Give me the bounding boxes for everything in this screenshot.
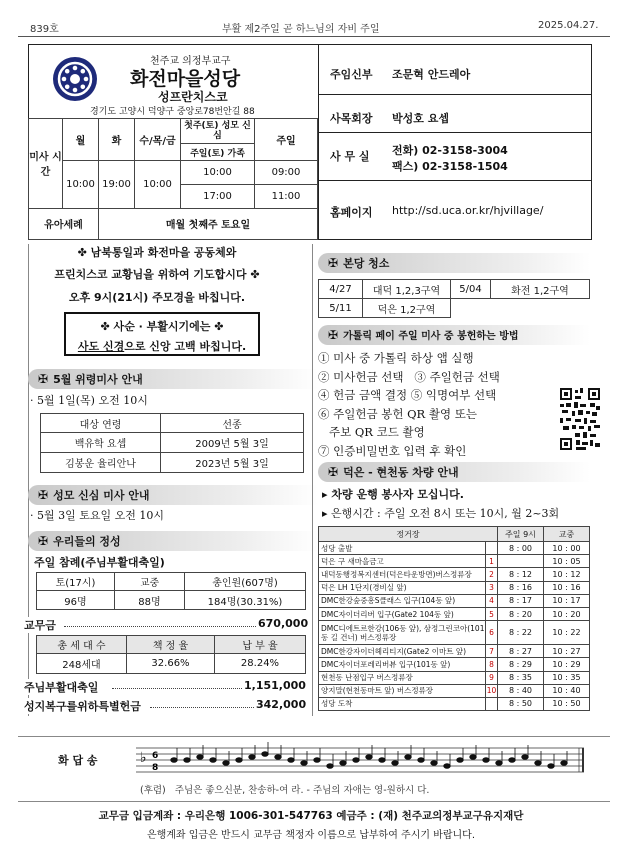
wed-fri-time: 10:00 (135, 160, 181, 208)
marian-title: 성모 신심 미사 안내 (53, 489, 150, 502)
music-note (431, 761, 437, 766)
office-label: 사 무 실 (330, 150, 370, 163)
shuttle-heading (318, 462, 590, 482)
notice-line-1: ✤ 남북통일과 화전마을 공동체와 (77, 246, 237, 259)
music-note (483, 758, 489, 763)
svg-text:6: 6 (152, 751, 159, 761)
easter-amount: 1,151,000 (244, 679, 306, 692)
shuttle-stop-number: 9 (486, 671, 498, 684)
shuttle-time-9: 8 : 12 (498, 568, 544, 581)
att-sat: 96명 (37, 591, 115, 610)
shuttle-row (319, 658, 590, 671)
music-note (340, 761, 346, 766)
shuttle-volunteer: ▸ 차량 운행 봉사자 모십니다. (322, 488, 464, 501)
left-rule (28, 244, 29, 716)
cross-icon: ✠ (38, 488, 49, 502)
pastor-label: 주임신부 (330, 68, 373, 81)
shuttle-stop-number: 5 (486, 607, 498, 620)
parish-address: 경기도 고양시 덕양구 중앙로78번안길 88 (90, 107, 255, 117)
shuttle-table (318, 526, 590, 711)
music-note (418, 758, 424, 763)
stat-col-rate: 책 정 율 (127, 636, 215, 654)
creed-notice-text: 으로 신앙 고백 바칩니다. (124, 340, 247, 353)
stat-col-paid: 납 부 율 (215, 636, 306, 654)
may-row-2-date: 2023년 5월 3일 (161, 453, 304, 473)
clean-date-1: 4/27 (319, 280, 363, 299)
hymn-divider (18, 736, 610, 737)
creed-notice-line-2 (66, 338, 258, 354)
may-row-2-name: 김봉운 율리안나 (41, 453, 161, 473)
may-col-age: 대상 연령 (41, 414, 161, 433)
music-note (535, 761, 541, 766)
pay-title: 가톨릭 페이 주일 미사 중 봉헌하는 방법 (343, 331, 519, 342)
leader-dots (64, 626, 256, 627)
shuttle-stop: DMC자이더리버 입구(Gate2 104동 앞) (319, 607, 486, 620)
shuttle-title: 덕은 - 현천동 차량 안내 (343, 466, 459, 479)
infant-baptism-label: 유아세례 (29, 208, 99, 239)
att-col-main: 교중 (115, 573, 185, 591)
pay-step-1: ① 미사 중 가톨릭 하상 앱 실행 (318, 351, 474, 365)
attendance-title: 주일 참례(주님부활대축일) (34, 556, 165, 569)
music-note (197, 755, 203, 760)
sat-time-2: 17:00 (181, 184, 255, 208)
shuttle-col-9: 주일 9시 (498, 527, 544, 542)
svg-text:8: 8 (152, 763, 159, 773)
may-row-1-name: 백유학 요셉 (41, 433, 161, 453)
shuttle-time-9: 8 : 20 (498, 607, 544, 620)
qr-code-icon[interactable] (560, 388, 600, 450)
music-note (509, 758, 515, 763)
music-note (236, 758, 242, 763)
shuttle-time-9: 8 : 29 (498, 658, 544, 671)
shuttle-time-main: 10 : 35 (544, 671, 590, 684)
music-note (496, 761, 502, 766)
shuttle-time-main: 10 : 00 (544, 542, 590, 555)
shuttle-time-9 (498, 555, 544, 568)
cross-icon: ✠ (38, 534, 49, 548)
att-col-total: 총인원(607명) (185, 573, 306, 591)
shuttle-time-main: 10 : 40 (544, 684, 590, 697)
marian-when: · 5월 3일 토요일 오전 10시 (30, 509, 164, 522)
may-mass-heading (28, 369, 318, 389)
apostles-creed: 사도 신경 (77, 340, 125, 353)
cross-icon: ✠ (38, 372, 49, 386)
shuttle-row (319, 607, 590, 620)
shuttle-time-main: 10 : 27 (544, 645, 590, 658)
shuttle-row (319, 645, 590, 658)
council-label: 사목회장 (330, 112, 373, 125)
may-mass-when: · 5월 1일(목) 오전 10시 (30, 394, 148, 407)
sunday-eve: 주일(토) 가족 (181, 144, 255, 161)
fund-stats-table (36, 635, 306, 674)
shuttle-time-main: 10 : 12 (544, 568, 590, 581)
music-note (184, 758, 190, 763)
sat-time-1: 10:00 (181, 160, 255, 184)
music-staff (136, 738, 584, 782)
clean-area-2: 화전 1,2구역 (491, 280, 590, 299)
pay-step-2: ② 미사헌금 선택 ③ 주일헌금 선택 (318, 369, 500, 384)
shuttle-time-main: 10 : 17 (544, 594, 590, 607)
parish-name: 화전마을성당 (130, 68, 241, 90)
shuttle-time-main: 10 : 50 (544, 697, 590, 710)
leader-dots (150, 707, 254, 708)
homepage-link[interactable]: http://sd.uca.or.kr/hjvillage/ (392, 204, 544, 217)
music-note (327, 764, 333, 769)
mass-fund: 670,000 (258, 617, 309, 630)
pastor-name: 조문혁 안드레아 (392, 68, 471, 81)
music-note (210, 758, 216, 763)
shuttle-row (319, 697, 590, 710)
shuttle-stop: DMC디에트르한강(106동 앞), 삼정그린코아(101동 길 건너) 버스정류장 (319, 621, 486, 645)
shuttle-hours: ▸ 은행시간 : 주일 오전 8시 또는 10시, 월 2~3회 (322, 507, 560, 520)
cross-icon: ✠ (328, 328, 339, 342)
stat-paid: 28.24% (215, 654, 306, 674)
shuttle-stop-number: 8 (486, 658, 498, 671)
shuttle-time-9: 8 : 35 (498, 671, 544, 684)
shuttle-hours-text: 은행시간 : 주일 오전 8시 또는 10시, 월 2~3회 (331, 507, 560, 520)
creed-notice-line-1: ✤ 사순 · 부활시기에는 ✤ (100, 320, 224, 333)
clean-area-3: 덕은 1,2구역 (363, 299, 451, 318)
shuttle-stop: 내덕동행정복지센터(덕은타운방면)버스정류장 (319, 568, 486, 581)
shuttle-row (319, 568, 590, 581)
shuttle-col-main: 교중 (544, 527, 590, 542)
shuttle-stop-number: 7 (486, 645, 498, 658)
shuttle-row (319, 542, 590, 555)
music-note (470, 755, 476, 760)
pay-step-4: ⑥ 주일헌금 봉헌 QR 촬영 또는 (318, 406, 477, 421)
leader-dots (112, 688, 242, 689)
shuttle-time-9: 8 : 22 (498, 621, 544, 645)
clean-date-2: 5/04 (451, 280, 491, 299)
music-note (171, 758, 177, 763)
pay-step-3: ④ 헌금 금액 결정 ⑤ 익명여부 선택 (318, 388, 497, 402)
column-divider (312, 244, 313, 716)
hymn-label: 화 답 송 (58, 754, 98, 767)
pay-step-6: ⑦ 인증비밀번호 입력 후 확인 (318, 443, 467, 458)
shuttle-stop-number: 4 (486, 594, 498, 607)
music-note (405, 755, 411, 760)
footer-divider (18, 801, 610, 802)
row-divider (318, 132, 592, 133)
stat-households: 248세대 (37, 654, 127, 674)
issue-number: 839호 (30, 24, 59, 35)
mass-time-label: 미사 시간 (29, 119, 63, 209)
day-wed-fri: 수/목/금 (135, 119, 181, 161)
shuttle-time-9: 8 : 00 (498, 542, 544, 555)
music-note (366, 755, 372, 760)
shuttle-stop-number: 6 (486, 621, 498, 645)
day-tue: 화 (99, 119, 135, 161)
marian-heading (28, 485, 318, 505)
music-note (249, 755, 255, 760)
holy-land-amount: 342,000 (256, 698, 307, 711)
shuttle-stop: 덕은 구 새마을금고 (319, 555, 486, 568)
attendance-table (36, 572, 306, 610)
mass-schedule-table (28, 118, 318, 240)
shuttle-row (319, 555, 590, 568)
music-note (262, 752, 268, 757)
att-total: 184명(30.31%) (185, 591, 306, 610)
day-mon: 월 (63, 119, 99, 161)
pay-steps (318, 349, 500, 460)
shuttle-row (319, 621, 590, 645)
shuttle-time-main: 10 : 29 (544, 658, 590, 671)
shuttle-row (319, 671, 590, 684)
shuttle-stop-number (486, 697, 498, 710)
office-fax: 팩스) 02-3158-1504 (392, 160, 508, 173)
sun-time-2: 11:00 (255, 184, 318, 208)
may-mass-table (40, 413, 304, 473)
cleaning-heading (318, 253, 590, 273)
shuttle-stop: 양지말(현천동마트 앞) 버스정류장 (319, 684, 486, 697)
header-divider (18, 36, 610, 37)
music-note (314, 758, 320, 763)
mon-time: 10:00 (63, 160, 99, 208)
music-note (288, 758, 294, 763)
cross-icon: ✠ (328, 465, 339, 479)
may-row-1-date: 2009년 5월 3일 (161, 433, 304, 453)
music-note (301, 761, 307, 766)
parish-patron: 성프란치스코 (158, 90, 228, 104)
notice-line-2: 프린치스코 교황님을 위하여 기도합시다 ✤ (54, 268, 260, 281)
shuttle-time-main: 10 : 22 (544, 621, 590, 645)
music-note (561, 761, 567, 766)
att-col-sat: 토(17시) (37, 573, 115, 591)
shuttle-volunteer-text: 차량 운행 봉사자 모십니다. (331, 488, 464, 501)
hymn-lyrics: (후렴) 주님은 좋으신분, 찬송하-여 라. - 주님의 자애는 영-원하시 다. (140, 785, 430, 796)
shuttle-stop-number: 1 (486, 555, 498, 568)
offering-title: 우리들의 정성 (53, 535, 121, 548)
shuttle-stop: 현천동 난점입구 버스정류장 (319, 671, 486, 684)
music-note (392, 761, 398, 766)
stat-col-households: 총 세 대 수 (37, 636, 127, 654)
tue-time: 19:00 (99, 160, 135, 208)
notice-line-3: 오후 9시(21시) 주모경을 바칩니다. (68, 291, 246, 304)
music-note (275, 755, 281, 760)
parish-logo (52, 56, 98, 102)
homepage-label: 홈페이지 (330, 206, 373, 219)
music-note (379, 758, 385, 763)
easter-label: 주님부활대축일 (24, 681, 99, 694)
diocese-name: 천주교 의정부교구 (150, 56, 231, 67)
row-divider (318, 94, 592, 95)
cleaning-table (318, 279, 590, 318)
info-divider (318, 44, 319, 240)
marian-date: 5월 3일 토요일 오전 10시 (37, 509, 164, 522)
sun-time-1: 09:00 (255, 160, 318, 184)
mass-fund-label: 교무금 (24, 619, 56, 632)
shuttle-row (319, 594, 590, 607)
office-phone: 전화) 02-3158-3004 (392, 144, 508, 157)
clean-empty (451, 299, 491, 318)
shuttle-stop: DMC한강자이더헤리티지(Gate2 이마트 앞) (319, 645, 486, 658)
first-saturday: 첫주(토) 성모 신심 (181, 119, 255, 144)
music-note (223, 761, 229, 766)
shuttle-stop-number: 2 (486, 568, 498, 581)
shuttle-time-9: 8 : 50 (498, 697, 544, 710)
issue-subtitle: 부활 제2주일 곧 하느님의 자비 주일 (222, 24, 380, 35)
row-divider (318, 180, 592, 181)
issue-date: 2025.04.27. (538, 20, 599, 31)
shuttle-row (319, 684, 590, 697)
shuttle-time-9: 8 : 16 (498, 581, 544, 594)
shuttle-stop-number (486, 542, 498, 555)
cross-icon: ✠ (328, 256, 339, 270)
shuttle-time-9: 8 : 27 (498, 645, 544, 658)
may-mass-date: 5월 1일(목) 오전 10시 (37, 394, 148, 407)
shuttle-col-stop: 정거장 (319, 527, 498, 542)
music-note (444, 764, 450, 769)
may-col-death: 선종 (161, 414, 304, 433)
clean-area-1: 대덕 1,2,3구역 (363, 280, 451, 299)
shuttle-time-9: 8 : 40 (498, 684, 544, 697)
footer-note: 은행계좌 입금은 반드시 교무금 책정자 이름으로 납부하여 주시기 바랍니다. (146, 830, 476, 841)
infant-baptism: 매월 첫째주 토요일 (99, 208, 318, 239)
shuttle-stop: DMC한강숲중흥S클래스 입구(104동 앞) (319, 594, 486, 607)
cleaning-title: 본당 청소 (343, 257, 390, 270)
creed-notice-box (64, 312, 260, 356)
shuttle-stop: 성당 도착 (319, 697, 486, 710)
holy-land-label: 성지복구를위하특별헌금 (24, 700, 141, 713)
svg-text:♭: ♭ (140, 750, 147, 766)
shuttle-time-main: 10 : 16 (544, 581, 590, 594)
shuttle-time-main: 10 : 20 (544, 607, 590, 620)
shuttle-stop-number: 10 (486, 684, 498, 697)
music-note (522, 755, 528, 760)
shuttle-stop: 덕은 LH 1단지(경비실 앞) (319, 581, 486, 594)
clean-date-3: 5/11 (319, 299, 363, 318)
clean-empty (491, 299, 590, 318)
shuttle-stop: DMC자이더포레리버뷰 입구(101동 앞) (319, 658, 486, 671)
music-note (457, 758, 463, 763)
shuttle-stop: 성당 출발 (319, 542, 486, 555)
footer-account: 교무금 입금계좌 : 우리은행 1006-301-547763 예금주 : (재) 천주교의정부교구유지재단 (98, 810, 524, 822)
day-sunday: 주일 (255, 119, 318, 161)
council-name: 박성호 요셉 (392, 112, 449, 125)
shuttle-time-main: 10 : 05 (544, 555, 590, 568)
shuttle-stop-number: 3 (486, 581, 498, 594)
shuttle-row (319, 581, 590, 594)
offering-heading (28, 531, 318, 551)
music-note (548, 764, 554, 769)
att-main: 88명 (115, 591, 185, 610)
stat-rate: 32.66% (127, 654, 215, 674)
shuttle-time-9: 8 : 17 (498, 594, 544, 607)
pay-heading (318, 325, 590, 345)
pay-step-5: 주보 QR 코드 촬영 (318, 425, 425, 439)
music-note (353, 758, 359, 763)
may-mass-title: 5월 위령미사 안내 (53, 373, 143, 386)
